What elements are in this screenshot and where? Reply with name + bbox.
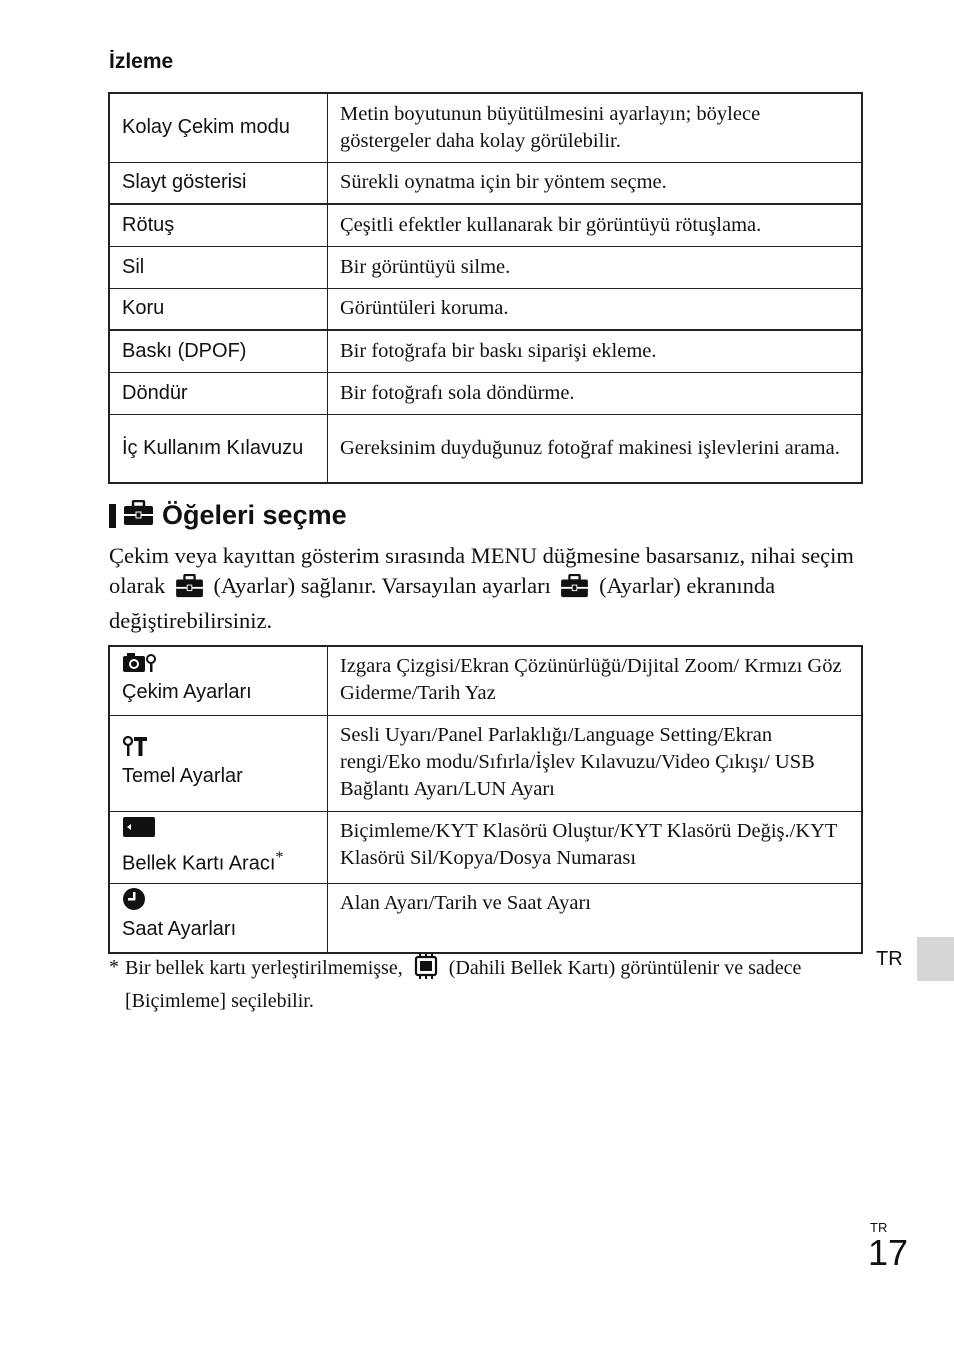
- section-marker-bar: [109, 504, 116, 528]
- table-row: [109, 330, 862, 372]
- table-cell-desc: Izgara Çizgisi/Ekran Çözünürlüğü/Dijital Zoom/ Krmızı Göz Giderme/Tarih Yaz: [328, 646, 863, 715]
- table-cell-desc: Sesli Uyarı/Panel Parlaklığı/Language Setting/Ekran rengi/Eko modu/Sıfırla/İşlev Kılavuzu/Video Çıkışı/ USB Bağlantı Ayarı/LUN Ayarı: [328, 715, 863, 811]
- section-title: Öğeleri seçme: [162, 500, 347, 530]
- language-tab: [917, 937, 954, 981]
- table-cell-desc: Bir görüntüyü silme.: [328, 246, 863, 288]
- table-row: [109, 162, 862, 204]
- table-cell-desc: Alan Ayarı/Tarih ve Saat Ayarı: [328, 884, 863, 953]
- table-cell-desc: Görüntüleri koruma.: [328, 288, 863, 330]
- table-row: [109, 414, 862, 483]
- language-tab-label: TR: [876, 948, 903, 970]
- page-number: 17: [868, 1232, 909, 1273]
- intro-text: (Ayarlar) sağlanır. Varsayılan ayarları: [213, 573, 551, 598]
- internal-memory-icon: [412, 953, 440, 987]
- table-cell-name: [109, 884, 328, 953]
- table-cell-name: Rötuş: [109, 204, 328, 246]
- table-row: [109, 246, 862, 288]
- table-cell-name: [109, 646, 328, 715]
- izleme-table: [108, 92, 863, 484]
- toolbox-icon: [123, 500, 154, 531]
- toolbox-icon: [560, 574, 589, 606]
- table-cell-name: [109, 811, 328, 884]
- footnote-text: (Dahili Bellek Kartı) görüntülenir ve sadece [Biçimleme] seçilebilir.: [125, 957, 802, 1012]
- page-language: TR: [870, 1220, 888, 1235]
- section-title-izleme: İzleme: [109, 50, 174, 73]
- footnote-text: Bir bellek kartı yerleştirilmemişse,: [125, 957, 403, 979]
- intro-paragraph: [109, 541, 869, 636]
- footnote-marker: *: [275, 848, 284, 866]
- table-cell-label: [122, 844, 315, 878]
- table-cell-name: İç Kullanım Kılavuzu: [109, 414, 328, 483]
- camera-settings-icon: [122, 651, 156, 681]
- footnote-marker: *: [109, 956, 119, 978]
- intro-text: (Ayarlar) ekranında değiştirebilirsiniz.: [109, 573, 776, 633]
- section-heading: [109, 500, 347, 531]
- table-cell-name: Baskı (DPOF): [109, 330, 328, 372]
- table-cell-name: Slayt gösterisi: [109, 162, 328, 204]
- memory-card-icon: [122, 816, 156, 846]
- table-cell-label: Saat Ayarları: [122, 918, 237, 941]
- intro-text: Çekim veya kayıttan gösterim sırasında MENU düğmesine basarsanız, nihai seçim olarak: [109, 543, 854, 598]
- table-cell-desc: Bir fotoğrafı sola döndürme.: [328, 372, 863, 414]
- table-row: [109, 93, 862, 162]
- clock-icon: [122, 887, 146, 919]
- table-row: [109, 288, 862, 330]
- table-cell-desc: Gereksinim duyduğunuz fotoğraf makinesi işlevlerini arama.: [328, 414, 863, 483]
- table-cell-name: Kolay Çekim modu: [109, 93, 328, 162]
- table-cell-label: Çekim Ayarları: [122, 681, 252, 703]
- tools-icon: [122, 735, 148, 765]
- table-cell-desc: Sürekli oynatma için bir yöntem seçme.: [328, 162, 863, 204]
- table-cell-label: Temel Ayarlar: [122, 764, 243, 787]
- table-row: [109, 204, 862, 246]
- table-row: [109, 715, 862, 811]
- footnote: [109, 953, 849, 1015]
- table-cell-desc: Biçimleme/KYT Klasörü Oluştur/KYT Klasörü Değiş./KYT Klasörü Sil/Kopya/Dosya Numarası: [328, 811, 863, 884]
- memory-card-label: Bellek Kartı Aracı: [122, 852, 276, 875]
- table-cell-name: Sil: [109, 246, 328, 288]
- table-cell-name: Koru: [109, 288, 328, 330]
- table-cell-desc: Çeşitli efektler kullanarak bir görüntüyü rötuşlama.: [328, 204, 863, 246]
- table-cell-name: Döndür: [109, 372, 328, 414]
- toolbox-icon: [175, 574, 204, 606]
- table-row: [109, 884, 862, 953]
- table-cell-desc: Bir fotoğrafa bir baskı siparişi ekleme.: [328, 330, 863, 372]
- table-cell-desc: Metin boyutunun büyütülmesini ayarlayın; böylece göstergeler daha kolay görülebilir.: [328, 93, 863, 162]
- settings-table: [108, 645, 863, 954]
- table-row: [109, 646, 862, 715]
- table-row: [109, 372, 862, 414]
- table-cell-name: [109, 715, 328, 811]
- table-row: [109, 811, 862, 884]
